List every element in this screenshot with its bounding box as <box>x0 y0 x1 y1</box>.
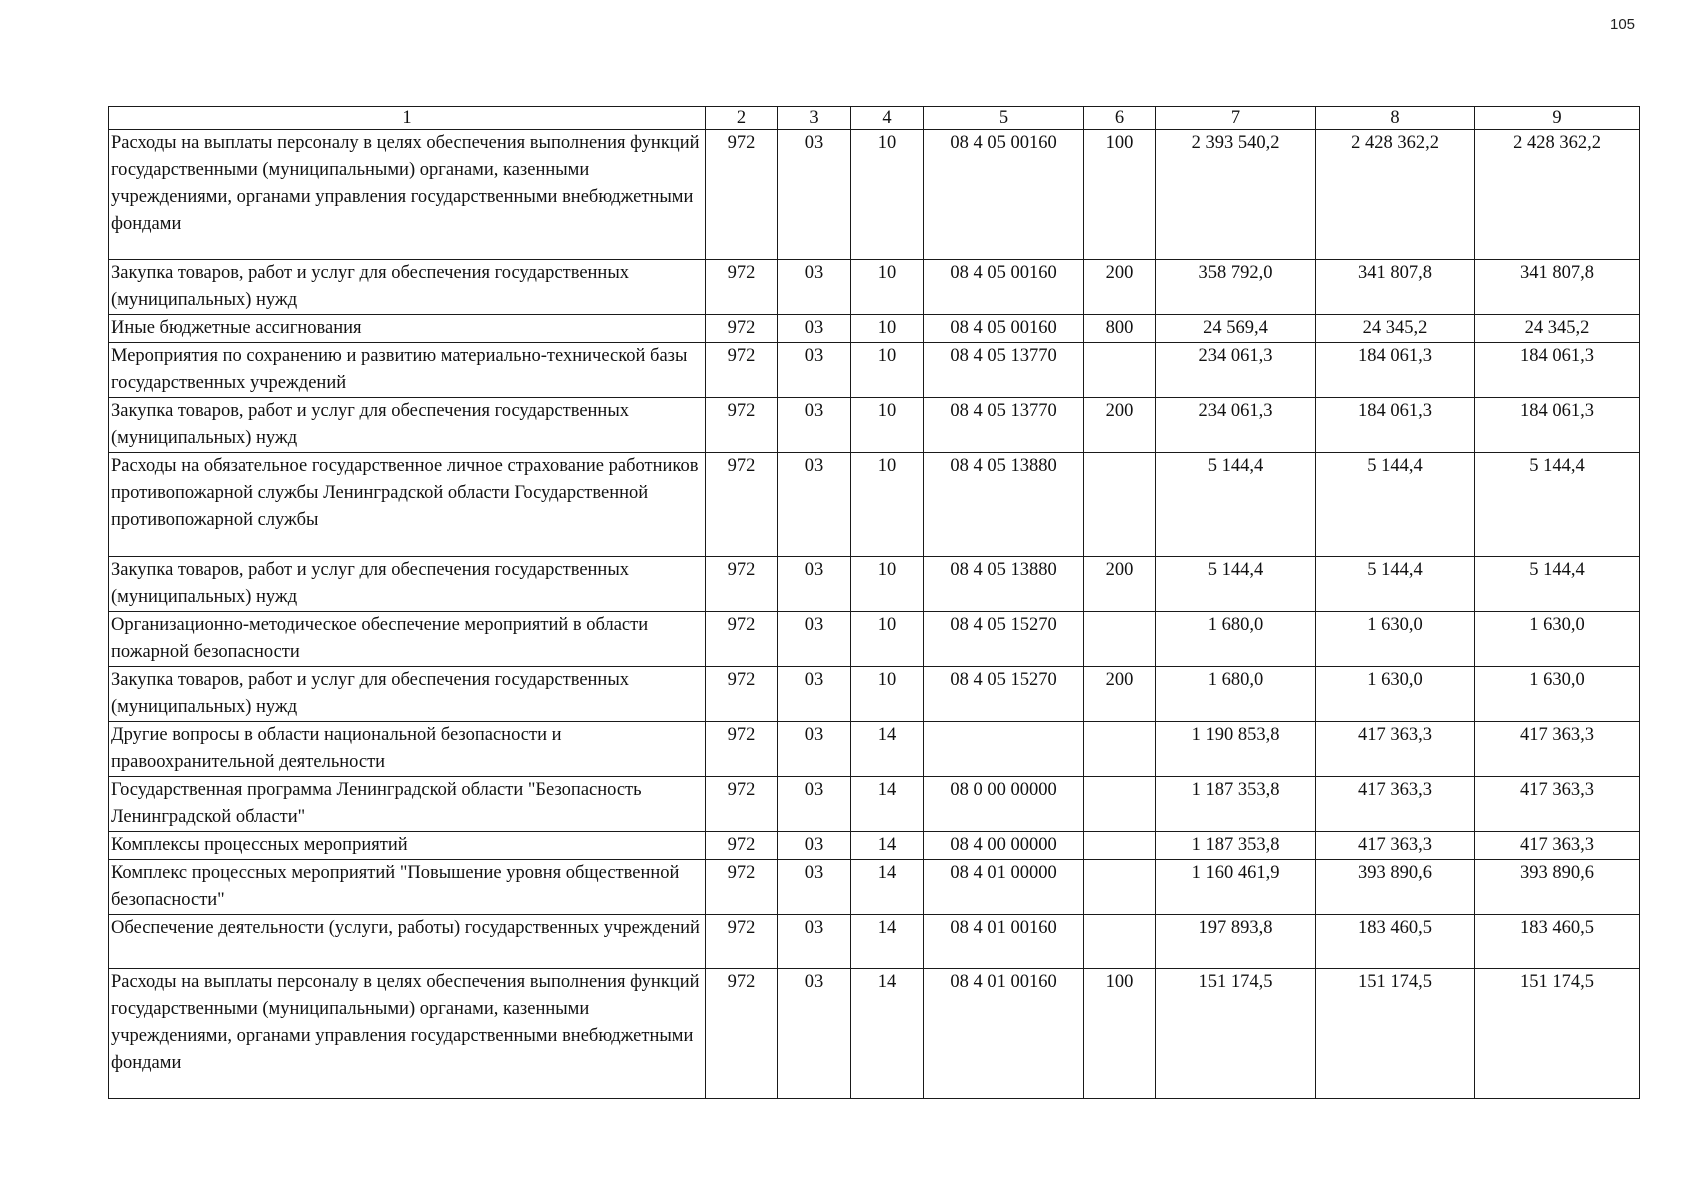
cell-subsection: 14 <box>851 722 924 777</box>
cell-amount-1: 1 680,0 <box>1156 667 1316 722</box>
cell-amount-1: 24 569,4 <box>1156 315 1316 343</box>
cell-amount-2: 341 807,8 <box>1316 260 1475 315</box>
cell-ved: 972 <box>706 860 778 915</box>
column-header: 9 <box>1475 107 1640 130</box>
cell-expense-type: 200 <box>1084 557 1156 612</box>
cell-ved: 972 <box>706 398 778 453</box>
cell-section: 03 <box>778 915 851 969</box>
cell-amount-2: 5 144,4 <box>1316 557 1475 612</box>
cell-ved: 972 <box>706 453 778 557</box>
column-header: 6 <box>1084 107 1156 130</box>
row-name: Расходы на выплаты персоналу в целях обеспечения выполнения функций государственными (муниципальными) органами, казенными учреждениями, органами управления государственными внебюджетными фондами <box>109 969 706 1099</box>
table-row <box>109 667 1640 722</box>
cell-expense-type <box>1084 453 1156 557</box>
cell-expense-type: 100 <box>1084 969 1156 1099</box>
column-header: 5 <box>924 107 1084 130</box>
cell-section: 03 <box>778 343 851 398</box>
column-header: 2 <box>706 107 778 130</box>
cell-expense-type <box>1084 343 1156 398</box>
table-row <box>109 130 1640 260</box>
table-row <box>109 722 1640 777</box>
cell-amount-1: 358 792,0 <box>1156 260 1316 315</box>
cell-target-article: 08 0 00 00000 <box>924 777 1084 832</box>
cell-section: 03 <box>778 860 851 915</box>
cell-expense-type: 200 <box>1084 398 1156 453</box>
cell-ved: 972 <box>706 130 778 260</box>
cell-subsection: 10 <box>851 557 924 612</box>
cell-amount-3: 1 630,0 <box>1475 612 1640 667</box>
cell-target-article: 08 4 05 13770 <box>924 398 1084 453</box>
cell-target-article: 08 4 01 00000 <box>924 860 1084 915</box>
cell-amount-3: 183 460,5 <box>1475 915 1640 969</box>
column-header: 3 <box>778 107 851 130</box>
cell-amount-3: 184 061,3 <box>1475 398 1640 453</box>
column-header: 8 <box>1316 107 1475 130</box>
cell-target-article: 08 4 05 13880 <box>924 557 1084 612</box>
row-name: Комплекс процессных мероприятий "Повышение уровня общественной безопасности" <box>109 860 706 915</box>
row-name: Иные бюджетные ассигнования <box>109 315 706 343</box>
cell-ved: 972 <box>706 343 778 398</box>
cell-target-article: 08 4 05 00160 <box>924 260 1084 315</box>
table-row <box>109 832 1640 860</box>
cell-amount-2: 1 630,0 <box>1316 667 1475 722</box>
cell-amount-1: 234 061,3 <box>1156 398 1316 453</box>
cell-subsection: 10 <box>851 398 924 453</box>
cell-ved: 972 <box>706 667 778 722</box>
cell-expense-type <box>1084 915 1156 969</box>
cell-subsection: 14 <box>851 969 924 1099</box>
cell-subsection: 10 <box>851 130 924 260</box>
cell-amount-3: 393 890,6 <box>1475 860 1640 915</box>
cell-subsection: 14 <box>851 915 924 969</box>
cell-amount-1: 197 893,8 <box>1156 915 1316 969</box>
cell-section: 03 <box>778 667 851 722</box>
table-row <box>109 860 1640 915</box>
cell-amount-2: 393 890,6 <box>1316 860 1475 915</box>
cell-amount-2: 151 174,5 <box>1316 969 1475 1099</box>
cell-amount-3: 417 363,3 <box>1475 777 1640 832</box>
column-header: 1 <box>109 107 706 130</box>
table-row <box>109 915 1640 969</box>
cell-section: 03 <box>778 832 851 860</box>
cell-expense-type: 100 <box>1084 130 1156 260</box>
cell-subsection: 10 <box>851 667 924 722</box>
table-row <box>109 969 1640 1099</box>
cell-subsection: 10 <box>851 343 924 398</box>
cell-section: 03 <box>778 130 851 260</box>
cell-target-article: 08 4 00 00000 <box>924 832 1084 860</box>
cell-section: 03 <box>778 453 851 557</box>
cell-amount-2: 183 460,5 <box>1316 915 1475 969</box>
cell-target-article: 08 4 05 13770 <box>924 343 1084 398</box>
cell-subsection: 10 <box>851 453 924 557</box>
column-header: 4 <box>851 107 924 130</box>
cell-subsection: 14 <box>851 860 924 915</box>
column-header: 7 <box>1156 107 1316 130</box>
cell-ved: 972 <box>706 557 778 612</box>
cell-target-article: 08 4 01 00160 <box>924 969 1084 1099</box>
cell-target-article: 08 4 05 13880 <box>924 453 1084 557</box>
budget-table <box>108 106 1640 1099</box>
table-row <box>109 777 1640 832</box>
cell-expense-type <box>1084 832 1156 860</box>
cell-section: 03 <box>778 315 851 343</box>
table-row <box>109 453 1640 557</box>
cell-amount-1: 1 190 853,8 <box>1156 722 1316 777</box>
cell-expense-type <box>1084 860 1156 915</box>
cell-expense-type: 800 <box>1084 315 1156 343</box>
cell-subsection: 10 <box>851 315 924 343</box>
cell-section: 03 <box>778 260 851 315</box>
table-row <box>109 315 1640 343</box>
cell-section: 03 <box>778 612 851 667</box>
row-name: Закупка товаров, работ и услуг для обеспечения государственных (муниципальных) нужд <box>109 667 706 722</box>
cell-expense-type <box>1084 722 1156 777</box>
table-row <box>109 557 1640 612</box>
cell-ved: 972 <box>706 832 778 860</box>
cell-amount-1: 5 144,4 <box>1156 557 1316 612</box>
table-row <box>109 260 1640 315</box>
cell-amount-1: 151 174,5 <box>1156 969 1316 1099</box>
row-name: Мероприятия по сохранению и развитию материально-технической базы государственных учреждений <box>109 343 706 398</box>
cell-section: 03 <box>778 398 851 453</box>
cell-expense-type <box>1084 777 1156 832</box>
cell-ved: 972 <box>706 777 778 832</box>
cell-amount-2: 417 363,3 <box>1316 832 1475 860</box>
cell-amount-1: 1 187 353,8 <box>1156 777 1316 832</box>
cell-ved: 972 <box>706 969 778 1099</box>
table-row <box>109 612 1640 667</box>
cell-subsection: 14 <box>851 777 924 832</box>
table-row <box>109 398 1640 453</box>
cell-section: 03 <box>778 777 851 832</box>
cell-section: 03 <box>778 722 851 777</box>
cell-amount-3: 1 630,0 <box>1475 667 1640 722</box>
cell-amount-2: 1 630,0 <box>1316 612 1475 667</box>
cell-target-article: 08 4 05 15270 <box>924 667 1084 722</box>
cell-amount-1: 1 187 353,8 <box>1156 832 1316 860</box>
cell-amount-3: 24 345,2 <box>1475 315 1640 343</box>
row-name: Государственная программа Ленинградской области "Безопасность Ленинградской области" <box>109 777 706 832</box>
cell-target-article: 08 4 05 15270 <box>924 612 1084 667</box>
cell-amount-1: 5 144,4 <box>1156 453 1316 557</box>
cell-ved: 972 <box>706 315 778 343</box>
cell-expense-type: 200 <box>1084 260 1156 315</box>
cell-amount-3: 5 144,4 <box>1475 453 1640 557</box>
cell-amount-3: 341 807,8 <box>1475 260 1640 315</box>
header-row <box>109 107 1640 130</box>
cell-target-article: 08 4 05 00160 <box>924 315 1084 343</box>
row-name: Закупка товаров, работ и услуг для обеспечения государственных (муниципальных) нужд <box>109 260 706 315</box>
cell-amount-2: 184 061,3 <box>1316 398 1475 453</box>
cell-subsection: 14 <box>851 832 924 860</box>
cell-subsection: 10 <box>851 612 924 667</box>
cell-subsection: 10 <box>851 260 924 315</box>
cell-amount-3: 417 363,3 <box>1475 832 1640 860</box>
cell-amount-3: 5 144,4 <box>1475 557 1640 612</box>
cell-expense-type <box>1084 612 1156 667</box>
cell-ved: 972 <box>706 915 778 969</box>
cell-section: 03 <box>778 969 851 1099</box>
cell-amount-1: 1 160 461,9 <box>1156 860 1316 915</box>
cell-amount-1: 1 680,0 <box>1156 612 1316 667</box>
cell-amount-1: 2 393 540,2 <box>1156 130 1316 260</box>
cell-expense-type: 200 <box>1084 667 1156 722</box>
row-name: Закупка товаров, работ и услуг для обеспечения государственных (муниципальных) нужд <box>109 557 706 612</box>
cell-ved: 972 <box>706 260 778 315</box>
row-name: Расходы на обязательное государственное личное страхование работников противопожарной службы Ленинградской области Государственной противопожарной службы <box>109 453 706 557</box>
cell-ved: 972 <box>706 612 778 667</box>
row-name: Комплексы процессных мероприятий <box>109 832 706 860</box>
cell-amount-1: 234 061,3 <box>1156 343 1316 398</box>
cell-section: 03 <box>778 557 851 612</box>
cell-amount-2: 2 428 362,2 <box>1316 130 1475 260</box>
row-name: Обеспечение деятельности (услуги, работы) государственных учреждений <box>109 915 706 969</box>
row-name: Расходы на выплаты персоналу в целях обеспечения выполнения функций государственными (муниципальными) органами, казенными учреждениями, органами управления государственными внебюджетными фондами <box>109 130 706 260</box>
cell-amount-3: 151 174,5 <box>1475 969 1640 1099</box>
cell-target-article <box>924 722 1084 777</box>
cell-amount-2: 184 061,3 <box>1316 343 1475 398</box>
row-name: Другие вопросы в области национальной безопасности и правоохранительной деятельности <box>109 722 706 777</box>
row-name: Организационно-методическое обеспечение мероприятий в области пожарной безопасности <box>109 612 706 667</box>
cell-amount-2: 5 144,4 <box>1316 453 1475 557</box>
cell-amount-3: 417 363,3 <box>1475 722 1640 777</box>
table-row <box>109 343 1640 398</box>
page-number: 105 <box>1610 16 1636 33</box>
cell-target-article: 08 4 01 00160 <box>924 915 1084 969</box>
row-name: Закупка товаров, работ и услуг для обеспечения государственных (муниципальных) нужд <box>109 398 706 453</box>
cell-amount-2: 417 363,3 <box>1316 722 1475 777</box>
cell-ved: 972 <box>706 722 778 777</box>
cell-target-article: 08 4 05 00160 <box>924 130 1084 260</box>
cell-amount-3: 184 061,3 <box>1475 343 1640 398</box>
cell-amount-2: 24 345,2 <box>1316 315 1475 343</box>
cell-amount-2: 417 363,3 <box>1316 777 1475 832</box>
cell-amount-3: 2 428 362,2 <box>1475 130 1640 260</box>
